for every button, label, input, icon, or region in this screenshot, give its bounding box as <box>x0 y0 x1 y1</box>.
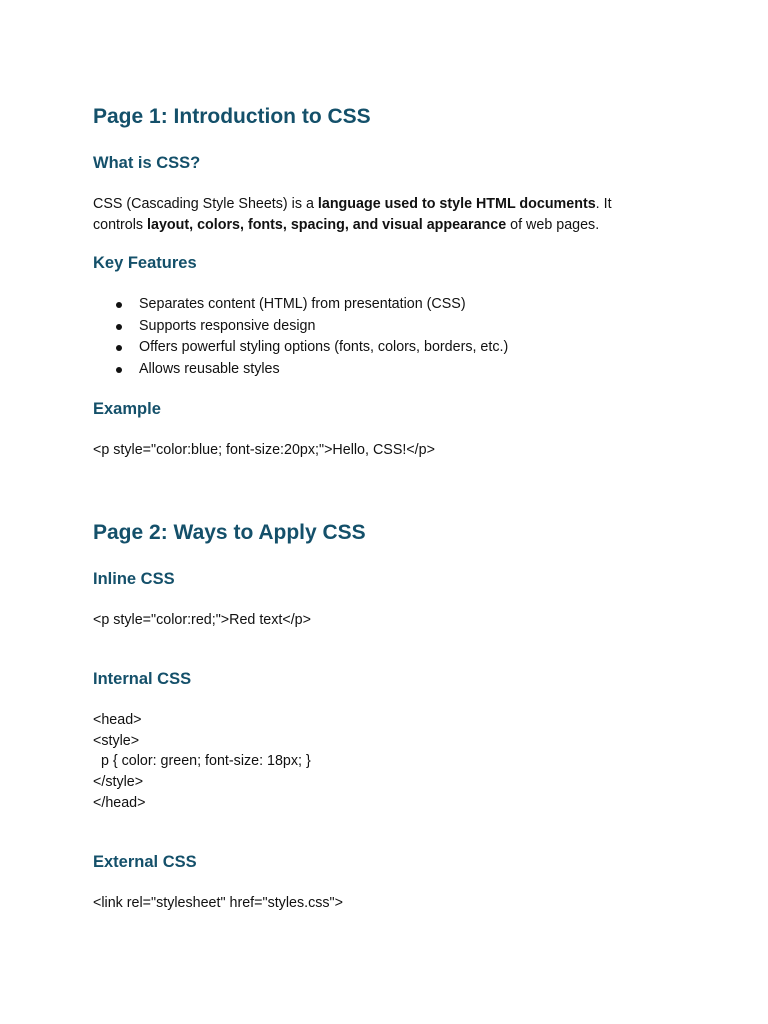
intro-text-3: of web pages. <box>506 217 600 233</box>
bullet-icon <box>116 345 122 351</box>
intro-bold-2: layout, colors, fonts, spacing, and visual appearance <box>147 217 507 233</box>
internal-css-heading: Internal CSS <box>93 670 192 688</box>
internal-css-code: <head> <style> p { color: green; font-size: 18px; } </style> </head> <box>93 712 311 811</box>
page2-title: Page 2: Ways to Apply CSS <box>93 521 366 544</box>
bullet-icon <box>116 324 122 330</box>
inline-css-code: <p style="color:red;">Red text</p> <box>93 612 311 628</box>
list-item <box>93 337 508 359</box>
list-item-text: Allows reusable styles <box>139 360 280 377</box>
list-item <box>93 359 508 381</box>
key-features-heading: Key Features <box>93 254 197 272</box>
external-css-heading: External CSS <box>93 853 197 871</box>
intro-text-1: CSS (Cascading Style Sheets) is a <box>93 196 318 212</box>
bullet-icon <box>116 367 122 373</box>
external-css-code: <link rel="stylesheet" href="styles.css"> <box>93 895 343 911</box>
list-item-text: Separates content (HTML) from presentation (CSS) <box>139 296 466 312</box>
example-heading: Example <box>93 400 161 418</box>
example-code: <p style="color:blue; font-size:20px;">Hello, CSS!</p> <box>93 442 435 458</box>
page1-title: Page 1: Introduction to CSS <box>93 105 371 128</box>
bullet-icon <box>116 302 122 308</box>
intro-text-2: . It controls <box>93 196 612 233</box>
intro-bold-1: language used to style HTML documents <box>317 196 596 212</box>
list-item-text: Offers powerful styling options (fonts, colors, borders, etc.) <box>139 339 509 355</box>
list-item <box>93 294 508 316</box>
what-is-css-heading: What is CSS? <box>93 154 201 172</box>
list-item-text: Supports responsive design <box>139 317 316 334</box>
list-item <box>93 316 508 338</box>
inline-css-heading: Inline CSS <box>93 570 175 588</box>
features-list <box>93 294 508 380</box>
intro-paragraph <box>93 194 638 236</box>
